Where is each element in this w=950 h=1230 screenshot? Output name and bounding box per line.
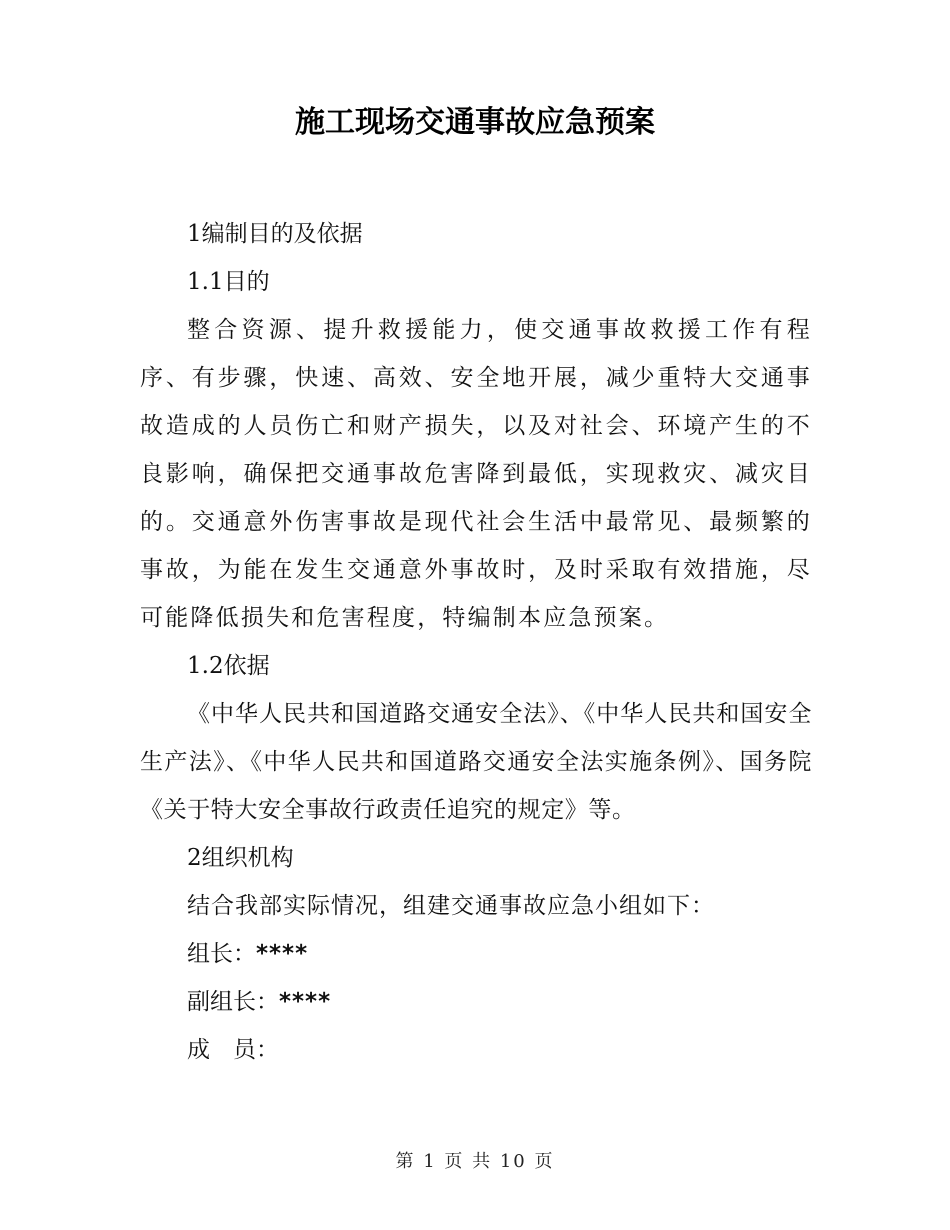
leader-line [140, 930, 812, 978]
leader-value: **** [256, 941, 309, 967]
leader-label: 组长： [187, 941, 256, 967]
document-body [140, 210, 812, 1074]
section-1-heading: 1编制目的及依据 [187, 221, 363, 247]
document-title: 施工现场交通事故应急预案 [295, 105, 655, 140]
deputy-leader-value: **** [279, 989, 332, 1015]
section-2-paragraph: 结合我部实际情况，组建交通事故应急小组如下： [187, 893, 715, 919]
section-1-1-heading: 1.1目的 [187, 269, 270, 295]
page-footer: 第 1 页 共 10 页 [395, 1151, 555, 1172]
deputy-leader-label: 副组长： [187, 989, 279, 1015]
section-1-2-heading: 1.2依据 [187, 653, 270, 679]
section-1-1-paragraph: 整合资源、提升救援能力，使交通事故救援工作有程序、有步骤，快速、高效、安全地开展，减少重特大交通事故造成的人员伤亡和财产损失，以及对社会、环境产生的不良影响，确保把交通事故危害降到最低，实现救灾、减灾目的。交通意外伤害事故是现代社会生活中最常见、最频繁的事故，为能在发生交通意外事故时，及时采取有效措施，尽可能降低损失和危害程度，特编制本应急预案。 [140, 317, 812, 631]
deputy-leader-line [140, 978, 812, 1026]
section-1-2-paragraph: 《中华人民共和国道路交通安全法》、《中华人民共和国安全生产法》、《中华人民共和国道路交通安全法实施条例》、国务院《关于特大安全事故行政责任追究的规定》等。 [140, 701, 812, 823]
members-line: 成 员： [187, 1037, 279, 1063]
section-2-heading: 2组织机构 [187, 845, 294, 871]
